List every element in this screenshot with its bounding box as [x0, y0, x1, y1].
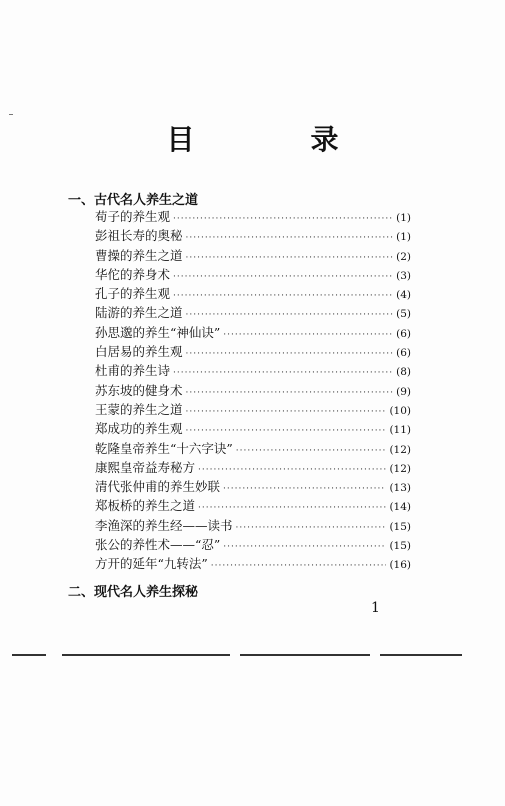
toc-entry: [95, 477, 411, 496]
toc-entry-title: 曹操的养生之道: [95, 247, 183, 263]
toc-entry: [95, 207, 411, 226]
toc-entry-title: 张公的养性术——“忍”: [95, 537, 221, 553]
toc-entry-page: (16): [389, 559, 411, 572]
toc-entry: [95, 419, 411, 438]
toc-entry: [95, 516, 411, 535]
toc-entry-page: (15): [389, 520, 411, 533]
toc-entry-title: 李渔深的养生经——读书: [95, 517, 233, 533]
section-heading-ancient: 一、古代名人养生之道: [68, 193, 199, 208]
toc-entry-title: 彭祖长寿的奥秘: [95, 228, 183, 244]
toc-list: [95, 207, 411, 574]
toc-entry-title: 郑成功的养生观: [95, 421, 183, 437]
toc-entry-title: 孙思邈的养生“神仙诀”: [95, 324, 221, 340]
toc-entry-page: (11): [389, 424, 411, 437]
scan-speck: [9, 114, 13, 115]
toc-leader-dots: [223, 484, 386, 494]
toc-entry: [95, 226, 411, 245]
toc-leader-dots: [198, 503, 386, 513]
toc-entry-page: (9): [396, 385, 411, 398]
toc-entry: [95, 303, 411, 322]
toc-leader-dots: [211, 561, 387, 571]
toc-entry-page: (3): [396, 269, 411, 282]
toc-entry-title: 方开的延年“九转法”: [95, 556, 208, 572]
bottom-rule-segment: [12, 654, 46, 656]
toc-entry: [95, 323, 411, 342]
toc-entry-title: 郑板桥的养生之道: [95, 498, 196, 514]
toc-entry-page: (2): [396, 250, 411, 263]
bottom-rule-segment: [62, 654, 230, 656]
toc-entry-page: (14): [389, 501, 411, 514]
toc-entry-title: 康熙皇帝益寿秘方: [95, 459, 196, 475]
toc-entry-title: 荀子的养生观: [95, 209, 171, 224]
toc-leader-dots: [198, 465, 386, 475]
toc-entry-page: (10): [389, 404, 411, 417]
toc-leader-dots: [186, 426, 387, 436]
toc-entry-page: (4): [396, 289, 411, 302]
toc-leader-dots: [173, 368, 393, 378]
toc-entry: [95, 381, 411, 400]
toc-entry-title: 华佗的养身术: [95, 266, 171, 282]
toc-leader-dots: [236, 523, 387, 533]
toc-leader-dots: [223, 330, 393, 340]
toc-entry-page: (1): [396, 231, 411, 244]
toc-entry-title: 乾隆皇帝养生“十六字诀”: [95, 440, 233, 456]
toc-entry-page: (13): [389, 482, 411, 495]
toc-leader-dots: [186, 253, 394, 263]
toc-leader-dots: [173, 272, 393, 282]
toc-leader-dots: [173, 214, 393, 224]
toc-entry-page: (1): [396, 212, 411, 224]
bottom-rule-segment: [380, 654, 462, 656]
toc-entry-page: (15): [389, 540, 411, 553]
toc-entry: [95, 496, 411, 515]
toc-leader-dots: [173, 291, 393, 301]
toc-entry-title: 陆游的养生之道: [95, 305, 183, 321]
toc-leader-dots: [223, 542, 386, 552]
toc-leader-dots: [186, 407, 387, 417]
toc-leader-dots: [186, 233, 394, 243]
toc-leader-dots: [236, 446, 387, 456]
toc-entry-title: 杜甫的养生诗: [95, 363, 171, 379]
toc-entry: [95, 439, 411, 458]
page-title: 目 录: [166, 123, 383, 156]
toc-entry-page: (12): [389, 443, 411, 456]
toc-entry: [95, 361, 411, 380]
page-number: 1: [371, 600, 380, 616]
toc-entry-page: (12): [389, 462, 411, 475]
bottom-rule-segment: [240, 654, 370, 656]
toc-entry: [95, 535, 411, 554]
toc-entry-title: 王蒙的养生之道: [95, 401, 183, 417]
toc-entry-page: (8): [396, 366, 411, 379]
toc-entry-page: (6): [396, 327, 411, 340]
toc-leader-dots: [186, 349, 394, 359]
toc-entry: [95, 246, 411, 265]
toc-leader-dots: [186, 310, 394, 320]
toc-entry: [95, 458, 411, 477]
toc-entry-title: 白居易的养生观: [95, 344, 183, 360]
toc-entry-page: (6): [396, 347, 411, 360]
toc-entry-title: 清代张仲甫的养生妙联: [95, 479, 221, 495]
toc-entry: [95, 342, 411, 361]
toc-leader-dots: [186, 388, 394, 398]
toc-entry-title: 孔子的养生观: [95, 286, 171, 302]
toc-entry: [95, 554, 411, 573]
toc-entry-title: 苏东坡的健身术: [95, 382, 183, 398]
section-heading-modern: 二、现代名人养生探秘: [68, 585, 199, 600]
toc-entry: [95, 400, 411, 419]
toc-entry-page: (5): [396, 308, 411, 321]
toc-entry: [95, 284, 411, 303]
toc-entry: [95, 265, 411, 284]
